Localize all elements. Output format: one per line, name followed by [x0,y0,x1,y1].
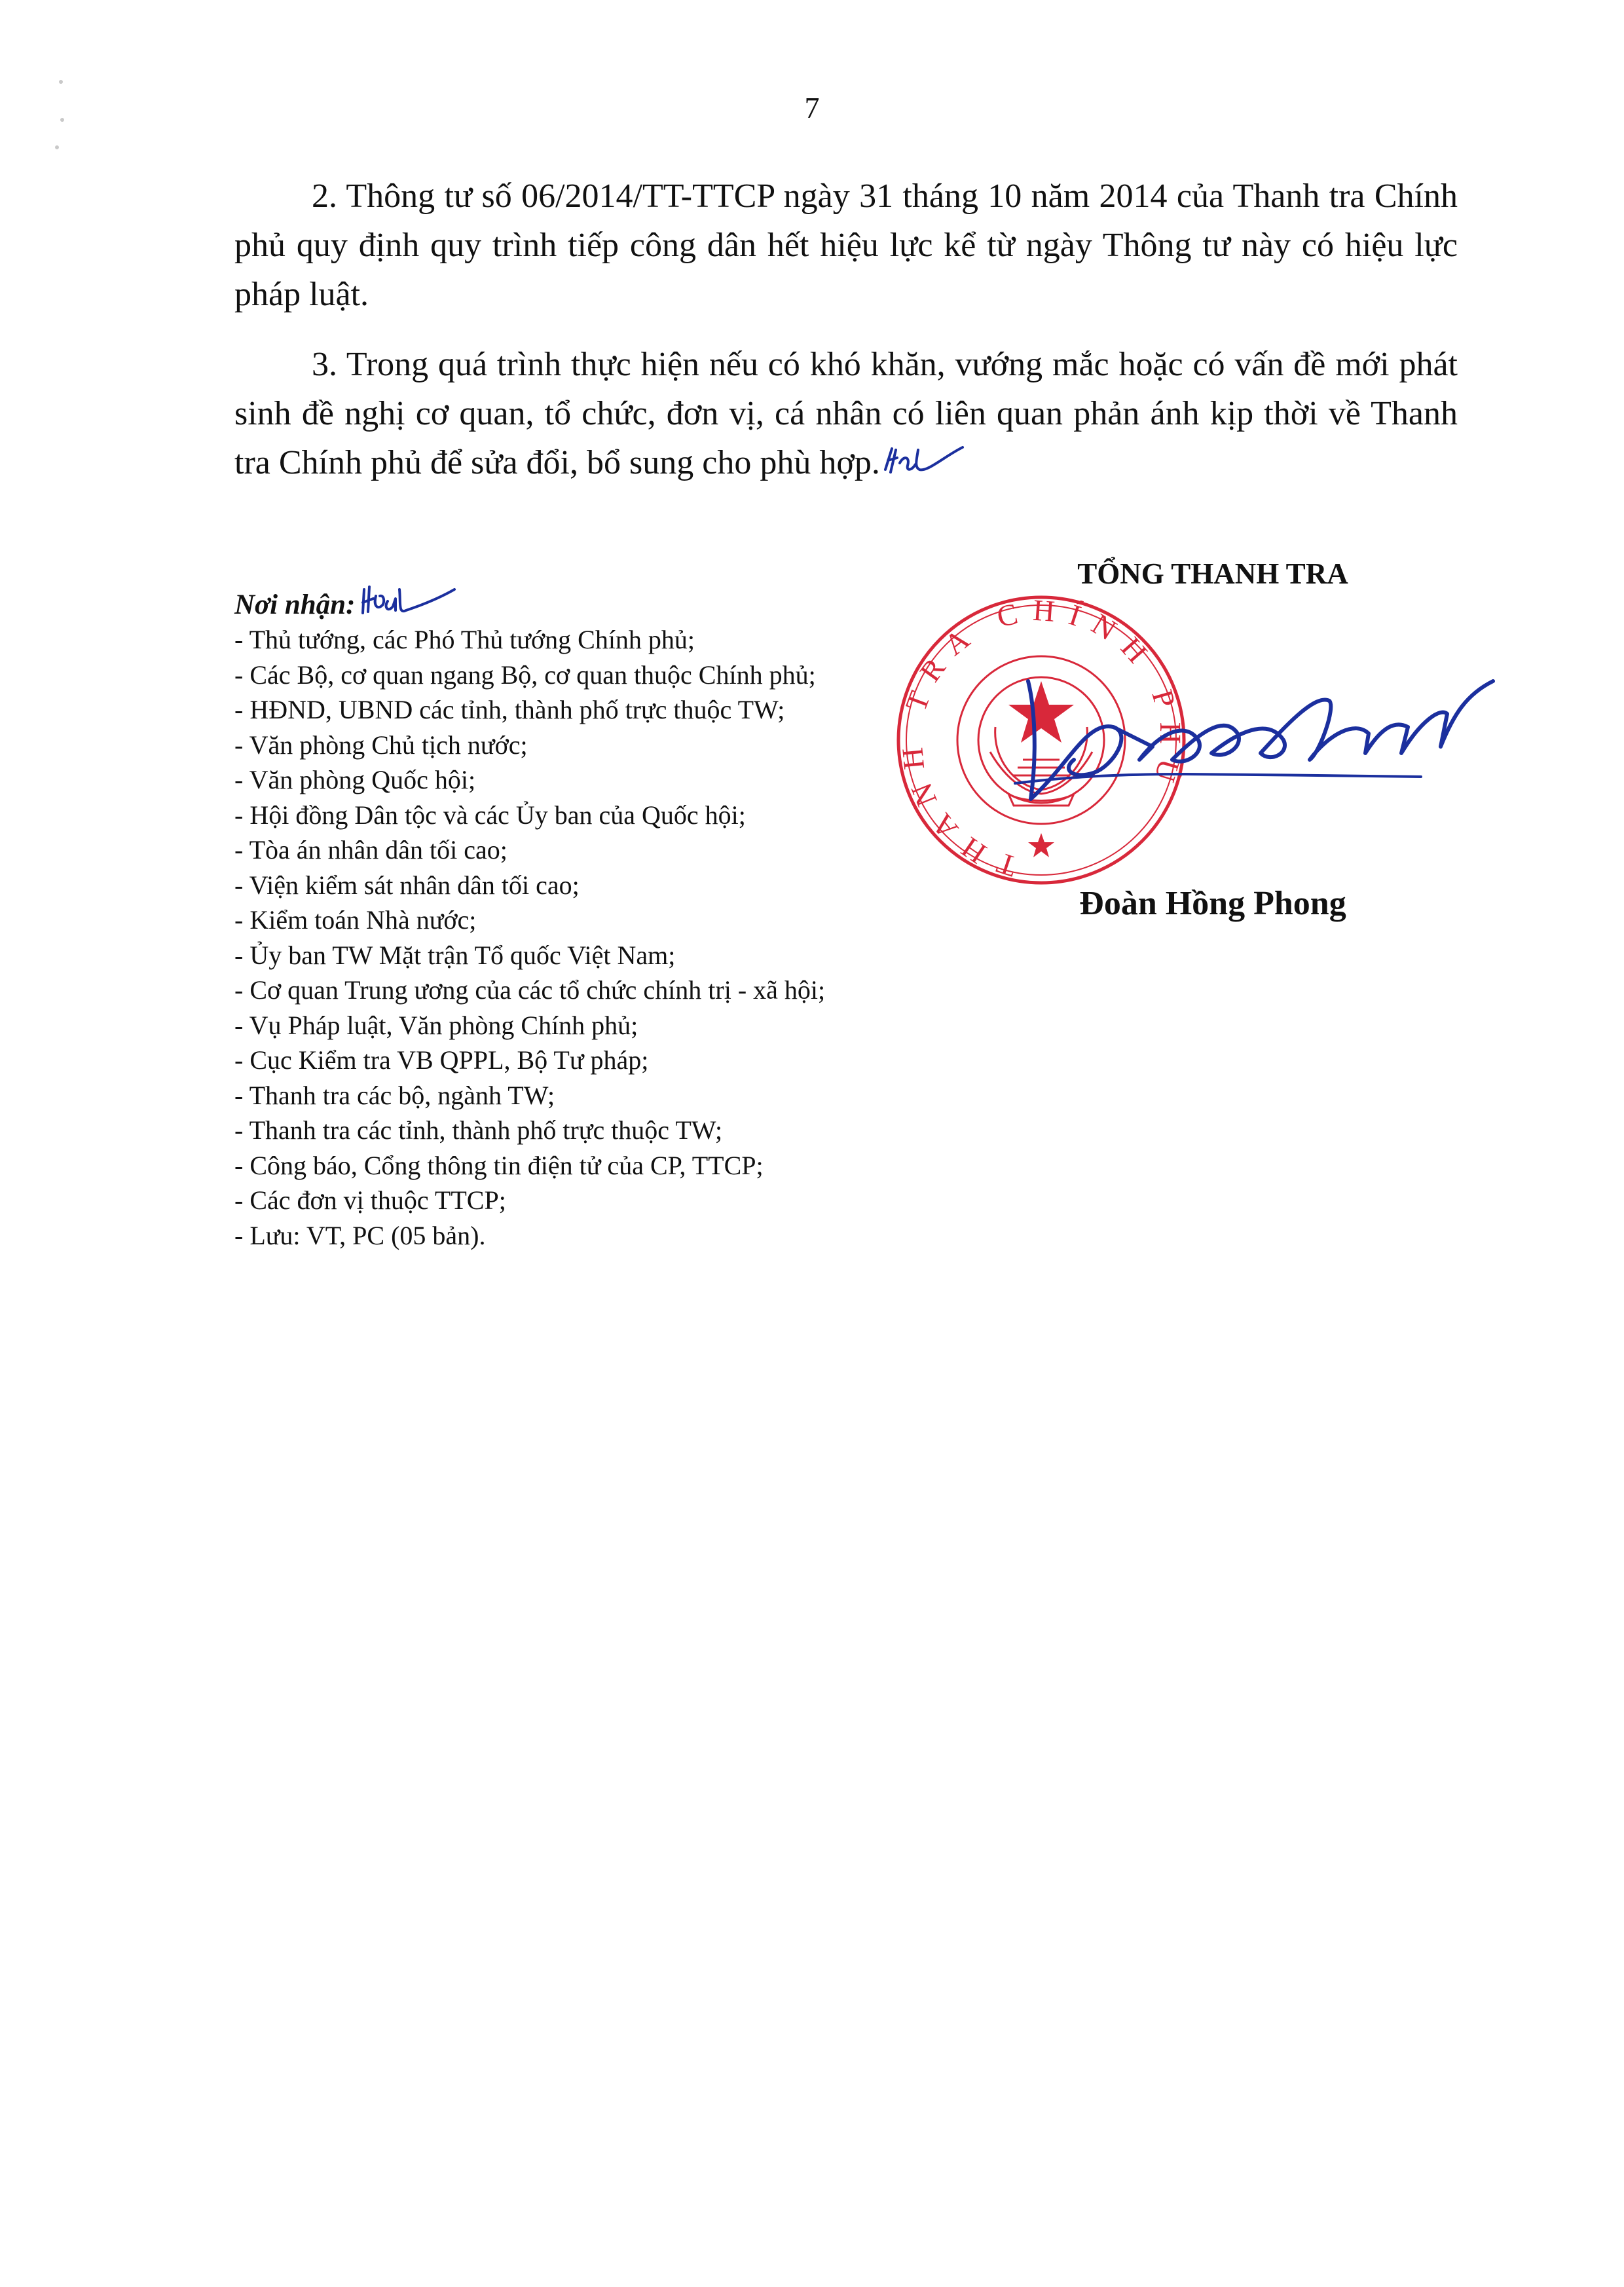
signer-name: Đoàn Hồng Phong [1079,885,1346,922]
paragraph-2-text: 2. Thông tư số 06/2014/TT-TTCP ngày 31 tháng 10 năm 2014 của Thanh tra Chính phủ quy định quy trình tiếp công dân hết hiệu lực kể từ ngày Thông tư này có hiệu lực pháp luật. [234,177,1458,313]
recipient-item: - Công báo, Cổng thông tin điện tử của CP, TTCP; [234,1150,764,1180]
recipient-item: - Văn phòng Chủ tịch nước; [234,730,528,760]
scan-mark [60,118,64,122]
recipient-item: - Thủ tướng, các Phó Thủ tướng Chính phủ; [234,625,695,654]
recipient-item: - Các Bộ, cơ quan ngang Bộ, cơ quan thuộc Chính phủ; [234,660,816,690]
recipient-item: - Ủy ban TW Mặt trận Tổ quốc Việt Nam; [234,940,676,970]
recipients-heading-row [234,576,968,622]
recipient-item: - Vụ Pháp luật, Văn phòng Chính phủ; [234,1010,638,1040]
scan-mark [59,80,63,84]
recipient-list [234,622,968,1253]
handwritten-initial-mark [881,443,967,479]
recipient-item: - Các đơn vị thuộc TTCP; [234,1185,506,1215]
recipient-item: - Văn phòng Quốc hội; [234,765,476,794]
handwritten-signature [989,655,1506,825]
recipient-item: - Cơ quan Trung ương của các tổ chức chính trị - xã hội; [234,975,826,1005]
signer-title: TỔNG THANH TRA [1077,557,1348,590]
handwritten-initial-mark-recipients [359,576,457,622]
paragraph-3 [234,340,1458,487]
recipient-item: - Thanh tra các bộ, ngành TW; [234,1080,555,1110]
recipient-item: - HĐND, UBND các tỉnh, thành phố trực thuộc TW; [234,695,785,724]
document-body [234,172,1458,508]
recipient-item: - Tòa án nhân dân tối cao; [234,835,507,865]
seal-star-icon [1028,833,1054,857]
paragraph-2 [234,172,1458,319]
recipients-heading: Nơi nhận: [234,589,356,620]
recipient-item: - Cục Kiểm tra VB QPPL, Bộ Tư pháp; [234,1045,649,1075]
recipient-item: - Hội đồng Dân tộc và các Ủy ban của Quốc hội; [234,800,746,830]
paragraph-3-text: 3. Trong quá trình thực hiện nếu có khó khăn, vướng mắc hoặc có vấn đề mới phát sinh đề nghị cơ quan, tổ chức, đơn vị, cá nhân có liên quan phản ánh kịp thời về Thanh tra Chính phủ để sửa đổi, bổ sung cho phù hợp. [234,346,1458,481]
seal-text: THANH TRA CHÍNH PHỦ [894,593,1188,884]
page-number: 7 [804,91,820,124]
recipient-item: - Lưu: VT, PC (05 bản). [234,1220,486,1250]
recipients-section [234,576,968,1253]
scan-mark [55,145,59,149]
recipient-item: - Thanh tra các tỉnh, thành phố trực thuộc TW; [234,1115,723,1145]
recipient-item: - Viện kiểm sát nhân dân tối cao; [234,870,580,900]
recipient-item: - Kiểm toán Nhà nước; [234,905,477,935]
